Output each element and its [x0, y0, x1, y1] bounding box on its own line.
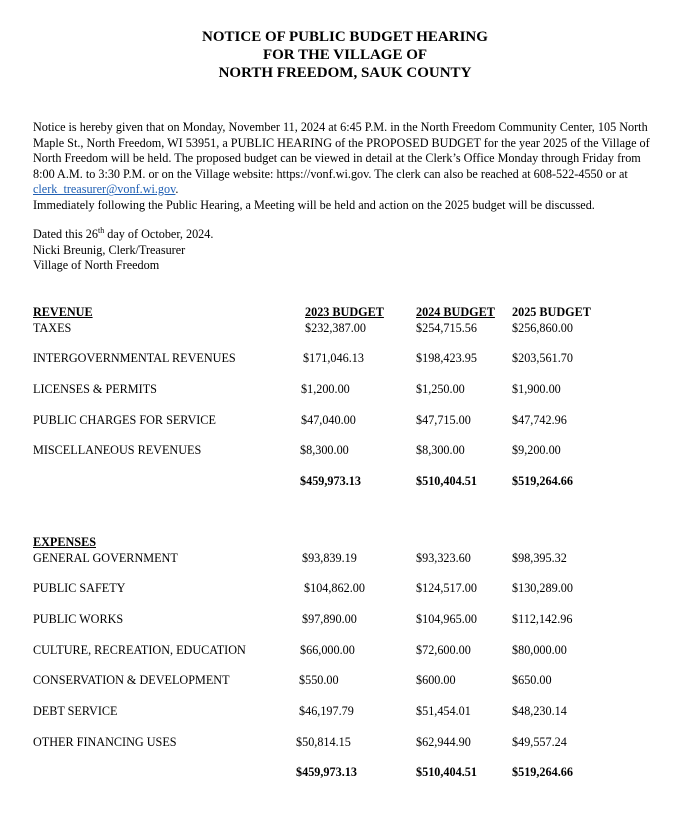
col-header-2024: 2024 BUDGET [416, 305, 495, 319]
title-line-2: FOR THE VILLAGE OF [262, 47, 428, 63]
value-2024: $198,423.95 [416, 351, 477, 365]
notice-meeting-text: Immediately following the Public Hearing, a Meeting will be held and action on the 2025 budget will be discussed. [33, 197, 595, 212]
title-line-1: NOTICE OF PUBLIC BUDGET HEARING [202, 29, 488, 45]
row-label: CONSERVATION & DEVELOPMENT [33, 673, 230, 687]
document-title [0, 28, 690, 82]
value-2024: $8,300.00 [416, 443, 465, 457]
total-2023: $459,973.13 [296, 765, 357, 779]
value-2025: $650.00 [512, 673, 552, 687]
table-row [0, 580, 700, 596]
row-label: INTERGOVERNMENTAL REVENUES [33, 351, 236, 365]
signer-name: Nicki Breunig, Clerk/Treasurer [33, 242, 186, 257]
dated-suffix: day of October, 2024. [104, 227, 214, 241]
value-2023: $47,040.00 [301, 413, 356, 427]
dated-line [33, 227, 213, 243]
value-2025: $1,900.00 [512, 382, 561, 396]
notice-text-end: . [175, 182, 179, 197]
value-2023: $50,814.15 [296, 735, 351, 749]
value-2023: $550.00 [299, 673, 339, 687]
row-label: GENERAL GOVERNMENT [33, 551, 178, 565]
revenue-header-row [0, 304, 700, 320]
table-row [0, 350, 700, 366]
value-2025: $130,289.00 [512, 581, 573, 595]
row-label: CULTURE, RECREATION, EDUCATION [33, 643, 246, 657]
value-2024: $254,715.56 [416, 321, 477, 335]
title-line-3: NORTH FREEDOM, SAUK COUNTY [218, 65, 472, 81]
table-row [0, 381, 700, 397]
table-row [0, 412, 700, 428]
total-2025: $519,264.66 [512, 765, 573, 779]
table-row [0, 550, 700, 566]
value-2024: $62,944.90 [416, 735, 471, 749]
total-2025: $519,264.66 [512, 474, 573, 488]
row-label: DEBT SERVICE [33, 704, 118, 718]
value-2025: $203,561.70 [512, 351, 573, 365]
row-label: LICENSES & PERMITS [33, 382, 157, 396]
row-label: PUBLIC WORKS [33, 612, 124, 626]
value-2024: $124,517.00 [416, 581, 477, 595]
value-2024: $104,965.00 [416, 612, 477, 626]
value-2025: $48,230.14 [512, 704, 567, 718]
value-2023: $1,200.00 [301, 382, 350, 396]
expenses-header-row [0, 534, 700, 550]
revenue-heading: REVENUE [33, 305, 93, 319]
table-row [0, 734, 700, 750]
row-label: PUBLIC SAFETY [33, 581, 126, 595]
value-2025: $112,142.96 [512, 612, 573, 626]
value-2024: $1,250.00 [416, 382, 465, 396]
col-header-2023: 2023 BUDGET [305, 305, 384, 319]
value-2024: $93,323.60 [416, 551, 471, 565]
table-row [0, 703, 700, 719]
expenses-heading: EXPENSES [33, 535, 96, 549]
value-2025: $98,395.32 [512, 551, 567, 565]
value-2025: $256,860.00 [512, 321, 573, 335]
value-2024: $51,454.01 [416, 704, 471, 718]
value-2024: $600.00 [416, 673, 456, 687]
table-row [0, 672, 700, 688]
value-2025: $49,557.24 [512, 735, 567, 749]
table-row [0, 611, 700, 627]
table-row [0, 642, 700, 658]
notice-text: Notice is hereby given that on Monday, November 11, 2024 at 6:45 P.M. in the North Freedom Community Center, 105 North Maple St., North Freedom, WI 53951, a PUBLIC HEARING of the PROPOSED BUDGET for the year 2025 of the Village of North Freedom will be held. The proposed budget can be viewed in detail at the Clerk’s Office Monday through Friday from 8:00 A.M. to 3:30 P.M. or on the Village website: https://vonf.wi.gov. The clerk can also be reached at 608-522-4550 or at [33, 120, 650, 181]
value-2025: $9,200.00 [512, 443, 561, 457]
value-2023: $97,890.00 [302, 612, 357, 626]
dated-prefix: Dated this 26 [33, 227, 98, 241]
clerk-email-link[interactable]: clerk_treasurer@vonf.wi.gov [33, 182, 176, 197]
value-2024: $72,600.00 [416, 643, 471, 657]
row-label: PUBLIC CHARGES FOR SERVICE [33, 413, 216, 427]
revenue-total-row [0, 473, 700, 489]
value-2023: $8,300.00 [300, 443, 349, 457]
value-2023: $104,862.00 [304, 581, 365, 595]
value-2025: $80,000.00 [512, 643, 567, 657]
expenses-total-row [0, 764, 700, 780]
value-2024: $47,715.00 [416, 413, 471, 427]
value-2023: $93,839.19 [302, 551, 357, 565]
value-2023: $46,197.79 [299, 704, 354, 718]
value-2023: $66,000.00 [300, 643, 355, 657]
value-2023: $171,046.13 [303, 351, 364, 365]
dated-block [33, 227, 213, 274]
dated-sup: th [98, 225, 105, 235]
notice-paragraph [33, 120, 663, 214]
value-2025: $47,742.96 [512, 413, 567, 427]
row-label: OTHER FINANCING USES [33, 735, 177, 749]
row-label: TAXES [33, 321, 72, 335]
total-2023: $459,973.13 [300, 474, 361, 488]
col-header-2025: 2025 BUDGET [512, 305, 591, 319]
value-2023: $232,387.00 [305, 321, 366, 335]
table-row [0, 320, 700, 336]
total-2024: $510,404.51 [416, 474, 477, 488]
total-2024: $510,404.51 [416, 765, 477, 779]
row-label: MISCELLANEOUS REVENUES [33, 443, 202, 457]
table-row [0, 442, 700, 458]
signer-org: Village of North Freedom [33, 258, 160, 273]
